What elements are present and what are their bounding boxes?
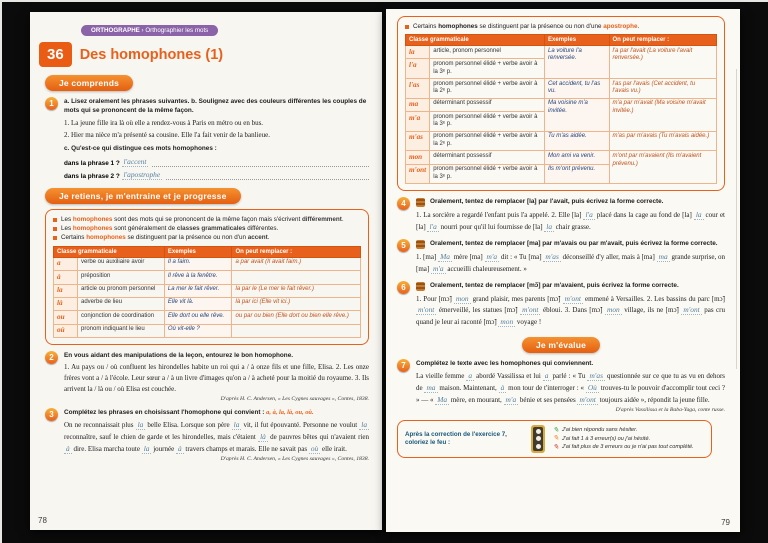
- cell-classe: pronom personnel élidé + verbe avoir à la 3ᵉ p.: [430, 112, 545, 132]
- table-row: [406, 79, 717, 99]
- exercise-7: [397, 359, 725, 413]
- exercise-1-number: 1: [45, 97, 58, 110]
- banner-separator: ›: [139, 27, 146, 34]
- cell-classe: article, pronom personnel: [430, 46, 545, 59]
- lesson-title: Des homophones (1): [79, 46, 224, 63]
- exercise-7-attribution: D'après Vassilissa et la Baba-Yaga, conte russe.: [615, 406, 725, 413]
- exercise-1-sentence-1: 1. La jeune fille ira là où elle a rendez-vous à Paris en métro ou en bus.: [64, 118, 264, 127]
- rule-1: [53, 215, 361, 224]
- cell-word: là: [54, 297, 78, 310]
- section-je-comprends: Je comprends: [45, 75, 133, 91]
- table-row: [406, 46, 717, 59]
- rule-2: [53, 224, 361, 233]
- page-edge-copyright: [736, 69, 737, 369]
- oral-activity-icon: [416, 282, 425, 291]
- section-je-m-evalue: Je m'évalue: [522, 337, 600, 353]
- table-row: [54, 311, 361, 324]
- cell-exemple: Mon ami va venir.: [545, 151, 609, 164]
- cell-classe: pronom personnel élidé + verbe avoir à la 3ᵉ p.: [430, 164, 545, 184]
- self-evaluation-box: [397, 420, 712, 458]
- question-2-answer: l'apostrophe: [123, 169, 161, 179]
- cell-word: l'as: [406, 79, 430, 99]
- header-exemples: Exemples: [545, 35, 609, 46]
- cell-classe: déterminant possessif: [430, 151, 545, 164]
- cell-classe: pronom personnel élidé + verbe avoir à la 2ᵉ p.: [430, 79, 545, 99]
- homophones-apostrophe-table: [405, 34, 717, 184]
- exercise-6-number: 6: [397, 281, 410, 294]
- cell-classe: adverbe de lieu: [78, 297, 165, 310]
- exercise-2-instruction: En vous aidant des manipulations de la leçon, entourez le bon homophone.: [64, 352, 294, 359]
- answer-line: [152, 159, 369, 167]
- table-row: [54, 271, 361, 284]
- cell-classe: pronom personnel élidé + verbe avoir à la 3ᵉ p.: [430, 59, 545, 79]
- apostrophe-rule-text: Certains homophones se distinguent par la présence ou non d'une apostrophe.: [413, 23, 640, 30]
- lesson-header: [45, 42, 369, 67]
- cell-exemple: Elle dort ou elle rêve.: [164, 311, 232, 324]
- section-je-retiens: Je retiens, je m'entraine et je progresse: [45, 188, 241, 204]
- exercise-2-attribution: D'après H. C. Andersen, « Les Cygnes sauvages », Contes, 1838.: [220, 395, 369, 402]
- cell-word: à: [54, 271, 78, 284]
- traffic-light-icon: [531, 425, 545, 453]
- cell-classe: conjonction de coordination: [78, 311, 165, 324]
- exercise-7-number: 7: [397, 359, 410, 372]
- exercise-2: [45, 351, 369, 402]
- apostrophe-rule-box: [397, 16, 725, 191]
- cell-remplace: m'a par m'avait (Ma voisine m'avait invitée.): [609, 98, 717, 131]
- cell-classe: pronom personnel élidé + verbe avoir à la 2ᵉ p.: [430, 131, 545, 151]
- exercise-1-sentence-2: 2. Hier ma nièce m'a présenté sa cousine. Elle l'a fait venir de la banlieue.: [64, 131, 271, 140]
- exercise-3-number: 3: [45, 408, 58, 421]
- exercise-1-instruction-c: c. Qu'est-ce qui distingue ces mots homophones :: [64, 145, 217, 153]
- cell-remplace: m'as par m'avais (Tu m'avais aidée.): [609, 131, 717, 151]
- cell-exemple: Ils m'ont prévenu.: [545, 164, 609, 184]
- chapter-name: ORTHOGRAPHE: [91, 27, 140, 34]
- cell-exemple: Il rêve à la fenêtre.: [164, 271, 232, 284]
- exercise-2-number: 2: [45, 351, 58, 364]
- question-1-answer: l'accent: [123, 156, 147, 166]
- lesson-number: 36: [39, 42, 72, 67]
- cell-classe: déterminant possessif: [430, 98, 545, 111]
- exercise-4-instruction: Oralement, tentez de remplacer [la] par l'avait, puis écrivez la forme correcte.: [430, 198, 664, 206]
- exercise-2-text: 1. Au pays ou / où confluent les hirondelles habite un roi qui a / à onze fils et une fille, Elisa. 2. Les onze frères vont a / à l'école. Leur sœur a / à un livre d'images qu'on a / à acheté pour la moitié du royaume. 3. Ils arrivent la / là ou / où Elisa est couchée.: [64, 363, 369, 393]
- header-classe: Classe grammaticale: [406, 35, 545, 46]
- chapter-banner: [81, 25, 218, 36]
- self-evaluation-label: Après la correction de l'exercice 7, coloriez le feu :: [405, 430, 507, 446]
- table-header-row: [54, 246, 361, 257]
- page-number-right: 79: [721, 518, 730, 527]
- cell-remplace: [232, 324, 361, 337]
- homophones-accent-table: [53, 246, 361, 338]
- cell-remplace: là par ici (Elle vit ici.): [232, 297, 361, 310]
- legend-item-red: ✎ J'ai fait plus de 3 erreurs ou je n'ai pas tout complété.: [553, 443, 694, 451]
- self-evaluation-legend: [553, 426, 704, 451]
- exercise-6-text: 1. Pour [mɔ̃] mon grand plaisir, mes parents [mɔ̃] m'ont emmené à Versailles. 2. Les bassins du parc [mɔ̃] m'ont émerveillé, les statues [mɔ̃] m'ont ébloui. 3. Dans [mɔ̃] mon village, ils ne [mɔ̃] m'ont pas cru quand je leur ai raconté [mɔ̃] mon voyage !: [416, 293, 725, 327]
- legend-item-orange: ✎ J'ai fait 1 à 3 erreur(s) ou j'ai hésité.: [553, 435, 651, 443]
- cell-word: m'as: [406, 131, 430, 151]
- table-header-row: [406, 35, 717, 46]
- table-row: [406, 131, 717, 151]
- cell-word: m'ont: [406, 164, 430, 184]
- exercise-1: [45, 97, 369, 180]
- bullet-square-icon: [53, 236, 57, 240]
- rule-1-text: Les homophones sont des mots qui se prononcent de la même façon mais s'écrivent différemment.: [61, 215, 344, 223]
- cell-word: mon: [406, 151, 430, 164]
- cell-exemple: Elle vit là.: [164, 297, 232, 310]
- homophone-word-list: a, à, la, là, ou, où.: [266, 408, 314, 416]
- exercise-1-question-1: [64, 157, 369, 167]
- page-right: [386, 9, 740, 532]
- cell-word: m'a: [406, 112, 430, 132]
- cell-exemple: Il a faim.: [164, 257, 232, 270]
- header-exemples: Exemples: [164, 246, 232, 257]
- exercise-3: [45, 408, 369, 462]
- oral-activity-icon: [416, 240, 425, 249]
- page-number-left: 78: [38, 516, 47, 525]
- table-row: [54, 297, 361, 310]
- apostrophe-rule: [405, 22, 717, 31]
- cell-exemple: Cet accident, tu l'as vu.: [545, 79, 609, 99]
- orange-pencil-icon: ✎: [553, 435, 559, 443]
- cell-word: la: [406, 46, 430, 59]
- cell-word: la: [54, 284, 78, 297]
- cell-classe: verbe ou auxiliaire avoir: [78, 257, 165, 270]
- exercise-5-number: 5: [397, 239, 410, 252]
- exercise-3-text: On ne reconnaissait plus la belle Elisa. Lorsque son père la vit, il fut épouvanté. Personne ne voulut la reconnaître, sauf le chien de garde et les hirondelles, mais c'étaient là de pauvres bêtes qui n'avaient rien à dire. Elisa marcha toute la journée à travers champs et marais. Elle ne savait pas où elle irait.: [64, 420, 369, 453]
- cell-word: a: [54, 257, 78, 270]
- rule-2-text: Les homophones sont généralement de classes grammaticales différentes.: [61, 224, 279, 232]
- table-row: [406, 151, 717, 164]
- cell-word: ma: [406, 98, 430, 111]
- exercise-6-instruction: Oralement, tentez de remplacer [mɔ̃] par m'avaient, puis écrivez la forme correcte.: [430, 281, 679, 289]
- exercise-3-attribution: D'après H. C. Andersen, « Les Cygnes sauvages », Contes, 1838.: [220, 455, 369, 462]
- cell-exemple: La mer le fait rêver.: [164, 284, 232, 297]
- cell-remplace: m'ont par m'avaient (Ils m'avaient prévenu.): [609, 151, 717, 184]
- cell-exemple: La voiture l'a renversée.: [545, 46, 609, 79]
- cell-classe: préposition: [78, 271, 165, 284]
- cell-word: l'a: [406, 59, 430, 79]
- cell-remplace: a par avait (Il avait faim.): [232, 257, 361, 270]
- cell-exemple: Tu m'as aidée.: [545, 131, 609, 151]
- exercise-5: [397, 239, 725, 275]
- cell-remplace: la par le (Le mer le fait rêver.): [232, 284, 361, 297]
- cell-remplace: l'as par l'avais (Cet accident, tu l'avais vu.): [609, 79, 717, 99]
- chapter-topic: Orthographier les mots: [145, 27, 209, 34]
- table-row: [54, 284, 361, 297]
- cell-remplace: ou par ou bien (Elle dort ou bien elle rêve.): [232, 311, 361, 324]
- red-pencil-icon: ✎: [553, 443, 559, 451]
- bullet-square-icon: [53, 227, 57, 231]
- legend-item-green: ✎ J'ai bien répondu sans hésiter.: [553, 426, 638, 434]
- header-remplacer: On peut remplacer :: [609, 35, 717, 46]
- question-2-label: dans la phrase 2 ?: [64, 172, 120, 180]
- table-row: [54, 257, 361, 270]
- rule-3-text: Certains homophones se distinguent par la présence ou non d'un accent.: [61, 234, 270, 242]
- bullet-square-icon: [405, 25, 409, 29]
- exercise-1-question-2: [64, 170, 369, 180]
- exercise-7-text: La vieille femme a abordé Vassilissa et lui a parlé : « Tu m'as questionnée sur ce que tu as vu en dehors de ma maison. Maintenant, à mon tour de t'interroger : « Où trouves-tu le pouvoir d'accomplir tout ceci ? » — « Ma mère, en mourant, m'a bénie et ses pensées m'ont toujours aidée », répondit la jeune fille.: [416, 371, 726, 405]
- cell-word: où: [54, 324, 78, 337]
- cell-remplace: [232, 271, 361, 284]
- bullet-square-icon: [53, 218, 57, 222]
- oral-activity-icon: [416, 198, 425, 207]
- exercise-5-instruction: Oralement, tentez de remplacer [ma] par m'avais ou par m'avait, puis écrivez la forme correcte.: [430, 239, 718, 247]
- page-left: [30, 12, 382, 530]
- green-pencil-icon: ✎: [553, 426, 559, 434]
- header-remplacer: On peut remplacer :: [232, 246, 361, 257]
- rule-3: [53, 233, 361, 242]
- exercise-4: [397, 197, 725, 233]
- cell-word: ou: [54, 311, 78, 324]
- exercise-1-instruction: a. Lisez oralement les phrases suivantes. b. Soulignez avec des couleurs différentes les couples de mots qui se prononcent de la même façon.: [64, 98, 367, 115]
- cell-remplace: l'a par l'avait (La voiture l'avait renversée.): [609, 46, 717, 79]
- answer-line: [166, 172, 369, 180]
- header-classe: Classe grammaticale: [54, 246, 165, 257]
- exercise-3-instruction: Complétez les phrases en choisissant l'homophone qui convient : a, à, la, là, ou, où.: [64, 408, 314, 416]
- cell-classe: article ou pronom personnel: [78, 284, 165, 297]
- lesson-rules-box: [45, 209, 369, 345]
- question-1-label: dans la phrase 1 ?: [64, 159, 120, 167]
- cell-exemple: Ma voisine m'a invitée.: [545, 98, 609, 131]
- table-row: [406, 98, 717, 111]
- exercise-6: [397, 281, 725, 329]
- exercise-4-number: 4: [397, 197, 410, 210]
- cell-exemple: Où vit-elle ?: [164, 324, 232, 337]
- exercise-7-instruction: Complétez le texte avec les homophones qui conviennent.: [416, 360, 594, 368]
- exercise-5-text: 1. [ma] Ma mère [ma] m'a dit : « Tu [ma] m'as déconseillé d'y aller, mais à [ma] ma grande surprise, on [ma] m'a accueilli chaleureusement. »: [416, 251, 725, 273]
- cell-classe: pronom indiquant le lieu: [78, 324, 165, 337]
- exercise-4-text: 1. La sorcière a regardé l'enfant puis l'a appelé. 2. Elle [la] l'a placé dans la cage au fond de [la] la cour et [la] l'a nourri pour qu'il lui fournisse de [la] la chair grasse.: [416, 210, 725, 232]
- table-row: [54, 324, 361, 337]
